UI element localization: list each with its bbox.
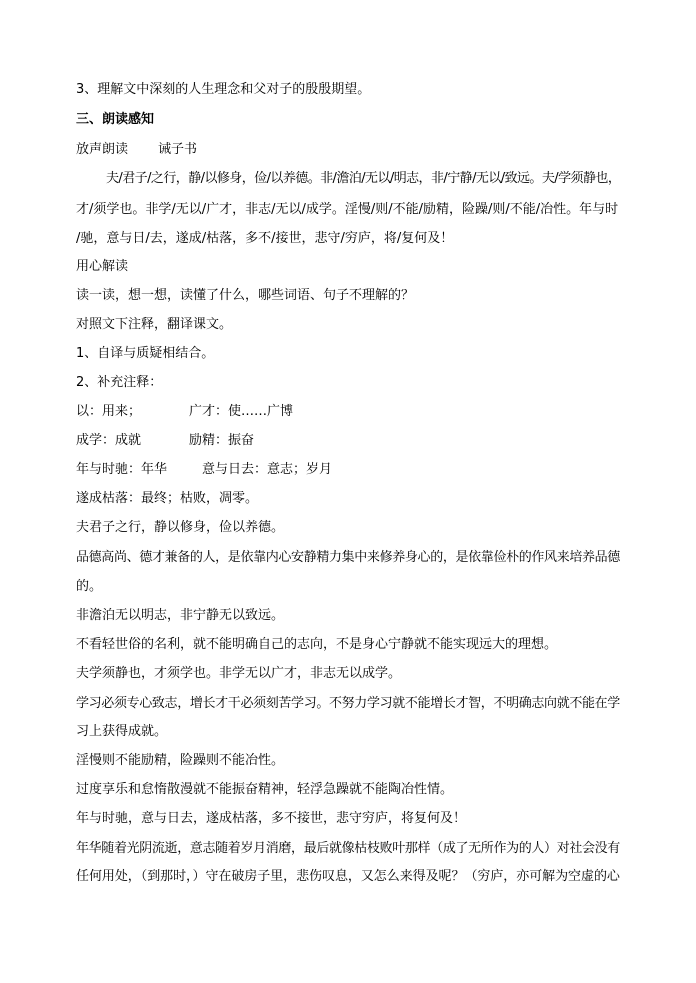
sentence-2-translation: 不看轻世俗的名利，就不能明确自己的志向，不是身心宁静就不能实现远大的理想。: [76, 637, 558, 652]
note-suichengkuluo: 遂成枯落：最终；枯败，凋零。: [76, 491, 259, 506]
sentence-5-translation-line-2: 任何用处，（到那时，）守在破房子里，悲伤叹息，又怎么来得及呢？（穷庐，亦可解为空虚的心: [76, 869, 620, 884]
sentence-4-original: 淫慢则不能励精，险躁则不能冶性。: [76, 753, 285, 768]
sentence-3-translation-line-1: 学习必须专心致志，增长才干必须刻苦学习。不努力学习就不能增长才智，不明确志向就不能在学: [76, 696, 620, 711]
text-paragraph-line-3: /驰，意与日/去，遂成/枯落，多不/接世，悲守/穷庐，将/复何及！: [76, 231, 454, 246]
careful-reading-label: 用心解读: [76, 259, 129, 274]
sentence-4-translation: 过度享乐和怠惰散漫就不能振奋精神，轻浮急躁就不能陶冶性情。: [76, 782, 454, 797]
sentence-2-original: 非澹泊无以明志，非宁静无以致远。: [76, 608, 285, 623]
sentence-5-original: 年与时驰，意与日去，遂成枯落，多不接世，悲守穷庐，将复何及！: [76, 811, 467, 826]
note-guangcai: 广才：使……广博: [189, 404, 294, 419]
text-paragraph-line-2: 才/须学也。非学/无以/广才，非志/无以/成学。淫慢/则/不能/励精，险躁/则/不能/冶性。年与时: [76, 202, 619, 217]
objective-3: 3、理解文中深刻的人生理念和父对子的殷殷期望。: [76, 82, 371, 97]
text-title: 诫子书: [158, 142, 198, 157]
section-heading-reading: 三、朗读感知: [76, 112, 155, 127]
step-2: 2、补充注释：: [76, 375, 163, 390]
sentence-5-translation-line-1: 年华随着光阴流逝，意志随着岁月消磨，最后就像枯枝败叶那样（成了无所作为的人）对社会没有: [76, 841, 620, 856]
note-lijing: 励精：振奋: [189, 433, 255, 448]
reading-aloud-label: 放声朗读: [76, 142, 129, 157]
note-nianyushichi: 年与时驰：年华: [76, 462, 168, 477]
sentence-3-translation-line-2: 习上获得成就。: [76, 724, 168, 739]
sentence-1-translation-line-2: 的。: [76, 579, 103, 594]
sentence-1-original: 夫君子之行，静以修身，俭以养德。: [76, 520, 285, 535]
reading-instruction: 读一读，想一想，读懂了什么，哪些词语、句子不理解的？: [76, 288, 415, 303]
translation-instruction: 对照文下注释，翻译课文。: [76, 317, 233, 332]
text-paragraph-line-1: 夫/君子/之行，静/以修身，俭/以养德。非/澹泊/无以/明志，非/宁静/无以/致远。夫/学须静也，: [106, 171, 621, 186]
note-yiyuriqu: 意与日去：意志；岁月: [202, 462, 333, 477]
note-chengxue: 成学：成就: [76, 433, 142, 448]
sentence-1-translation-line-1: 品德高尚、德才兼备的人，是依靠内心安静精力集中来修养身心的，是依靠俭朴的作风来培养品德: [76, 550, 620, 565]
note-yi: 以：用来；: [76, 404, 142, 419]
sentence-3-original: 夫学须静也，才须学也。非学无以广才，非志无以成学。: [76, 666, 402, 681]
step-1: 1、自译与质疑相结合。: [76, 346, 215, 361]
